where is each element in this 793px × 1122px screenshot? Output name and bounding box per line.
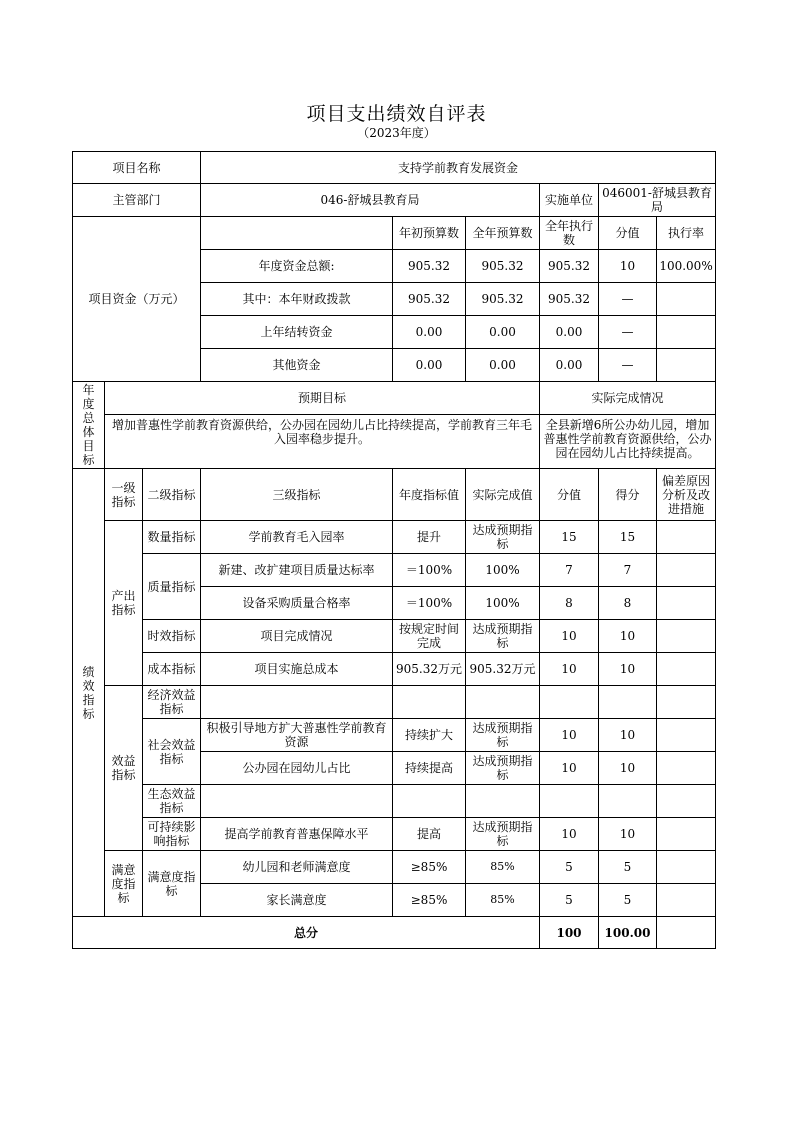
funds-col-header: 全年预算数 bbox=[466, 217, 540, 250]
goals-header-row bbox=[73, 382, 716, 415]
implementing-unit-label: 实施单位 bbox=[540, 184, 599, 217]
total-label: 总分 bbox=[73, 917, 540, 949]
indicator-got: 10 bbox=[599, 818, 657, 851]
indicator-got: 10 bbox=[599, 653, 657, 686]
indicator-level2: 生态效益指标 bbox=[143, 785, 201, 818]
indicator-note bbox=[657, 653, 716, 686]
funds-cell bbox=[657, 349, 716, 382]
indicators-col-header: 一级指标 bbox=[105, 469, 143, 521]
indicator-target: 按规定时间完成 bbox=[393, 620, 466, 653]
indicator-level2: 可持续影响指标 bbox=[143, 818, 201, 851]
indicator-level3: 设备采购质量合格率 bbox=[201, 587, 393, 620]
indicator-row bbox=[73, 554, 716, 587]
indicator-actual: 100% bbox=[466, 554, 540, 587]
indicator-level3: 新建、改扩建项目质量达标率 bbox=[201, 554, 393, 587]
funds-col-header: 执行率 bbox=[657, 217, 716, 250]
indicator-note bbox=[657, 521, 716, 554]
funds-label: 项目资金（万元） bbox=[73, 217, 201, 382]
indicator-got: 5 bbox=[599, 851, 657, 884]
indicator-got bbox=[599, 686, 657, 719]
funds-cell: 905.32 bbox=[393, 283, 466, 316]
funds-row-label: 年度资金总额: bbox=[201, 250, 393, 283]
indicator-got: 10 bbox=[599, 719, 657, 752]
indicator-score: 5 bbox=[540, 851, 599, 884]
funds-cell: 10 bbox=[599, 250, 657, 283]
funds-cell: — bbox=[599, 316, 657, 349]
indicator-target: 905.32万元 bbox=[393, 653, 466, 686]
indicator-score: 5 bbox=[540, 884, 599, 917]
indicator-score bbox=[540, 686, 599, 719]
indicator-note bbox=[657, 785, 716, 818]
indicator-target: ≥85% bbox=[393, 884, 466, 917]
indicator-level3 bbox=[201, 785, 393, 818]
indicator-note bbox=[657, 554, 716, 587]
indicators-col-header: 二级指标 bbox=[143, 469, 201, 521]
benefit-group-label: 效益指标 bbox=[105, 686, 143, 851]
indicator-target: 提高 bbox=[393, 818, 466, 851]
indicators-col-header: 偏差原因分析及改进措施 bbox=[657, 469, 716, 521]
project-name-row bbox=[73, 152, 716, 184]
department-label: 主管部门 bbox=[73, 184, 201, 217]
indicator-score: 7 bbox=[540, 554, 599, 587]
goals-expected-text: 增加普惠性学前教育资源供给，公办园在园幼儿占比持续提高，学前教育三年毛入园率稳步提升。 bbox=[105, 415, 540, 469]
indicator-row bbox=[73, 653, 716, 686]
page-subtitle: （2023年度） bbox=[357, 126, 436, 140]
funds-cell bbox=[657, 283, 716, 316]
funds-corner-cell bbox=[201, 217, 393, 250]
goals-label: 年度总体目标 bbox=[73, 382, 105, 469]
indicator-level2: 经济效益指标 bbox=[143, 686, 201, 719]
indicator-actual: 100% bbox=[466, 587, 540, 620]
department-row bbox=[73, 184, 716, 217]
indicator-level3 bbox=[201, 686, 393, 719]
indicator-level2: 成本指标 bbox=[143, 653, 201, 686]
indicator-row bbox=[73, 686, 716, 719]
indicators-col-header: 年度指标值 bbox=[393, 469, 466, 521]
indicator-level2: 时效指标 bbox=[143, 620, 201, 653]
indicator-level3: 项目完成情况 bbox=[201, 620, 393, 653]
indicator-actual: 905.32万元 bbox=[466, 653, 540, 686]
funds-cell: 0.00 bbox=[466, 316, 540, 349]
indicator-got: 15 bbox=[599, 521, 657, 554]
indicator-score: 10 bbox=[540, 653, 599, 686]
indicators-col-header: 三级指标 bbox=[201, 469, 393, 521]
funds-cell bbox=[657, 316, 716, 349]
funds-cell: 0.00 bbox=[466, 349, 540, 382]
indicator-score: 10 bbox=[540, 620, 599, 653]
funds-header-row bbox=[73, 217, 716, 250]
indicator-row bbox=[73, 620, 716, 653]
indicator-score: 10 bbox=[540, 719, 599, 752]
indicator-got bbox=[599, 785, 657, 818]
funds-cell: 905.32 bbox=[466, 250, 540, 283]
indicator-row bbox=[73, 719, 716, 752]
indicator-got: 10 bbox=[599, 620, 657, 653]
indicator-actual: 达成预期指标 bbox=[466, 752, 540, 785]
funds-cell: 0.00 bbox=[540, 349, 599, 382]
indicator-note bbox=[657, 719, 716, 752]
indicator-level3: 提高学前教育普惠保障水平 bbox=[201, 818, 393, 851]
funds-row-label: 其他资金 bbox=[201, 349, 393, 382]
funds-cell: 905.32 bbox=[540, 250, 599, 283]
indicator-level3: 学前教育毛入园率 bbox=[201, 521, 393, 554]
funds-cell: 0.00 bbox=[393, 316, 466, 349]
indicator-row bbox=[73, 851, 716, 884]
indicator-level3: 积极引导地方扩大普惠性学前教育资源 bbox=[201, 719, 393, 752]
indicator-actual: 达成预期指标 bbox=[466, 818, 540, 851]
indicator-target: ＝100% bbox=[393, 554, 466, 587]
goals-content-row bbox=[73, 415, 716, 469]
indicator-actual bbox=[466, 785, 540, 818]
indicator-level3: 公办园在园幼儿占比 bbox=[201, 752, 393, 785]
indicator-actual: 85% bbox=[466, 851, 540, 884]
indicator-note bbox=[657, 851, 716, 884]
indicator-score: 15 bbox=[540, 521, 599, 554]
indicator-row bbox=[73, 521, 716, 554]
indicator-note bbox=[657, 752, 716, 785]
funds-cell: 905.32 bbox=[466, 283, 540, 316]
total-score: 100 bbox=[540, 917, 599, 949]
indicator-note bbox=[657, 818, 716, 851]
funds-cell: 905.32 bbox=[540, 283, 599, 316]
page-title: 项目支出绩效自评表 bbox=[306, 103, 487, 125]
indicator-level3: 项目实施总成本 bbox=[201, 653, 393, 686]
department-value: 046-舒城县教育局 bbox=[201, 184, 540, 217]
indicator-note bbox=[657, 620, 716, 653]
indicator-note bbox=[657, 884, 716, 917]
output-group-label: 产出指标 bbox=[105, 521, 143, 686]
indicator-target: 持续提高 bbox=[393, 752, 466, 785]
indicator-level2: 质量指标 bbox=[143, 554, 201, 620]
funds-cell: — bbox=[599, 349, 657, 382]
indicator-target bbox=[393, 785, 466, 818]
indicator-got: 7 bbox=[599, 554, 657, 587]
indicator-row bbox=[73, 818, 716, 851]
funds-cell: — bbox=[599, 283, 657, 316]
funds-col-header: 年初预算数 bbox=[393, 217, 466, 250]
indicator-level3: 家长满意度 bbox=[201, 884, 393, 917]
indicator-got: 5 bbox=[599, 884, 657, 917]
indicator-target: ≥85% bbox=[393, 851, 466, 884]
funds-cell: 905.32 bbox=[393, 250, 466, 283]
indicator-actual: 85% bbox=[466, 884, 540, 917]
funds-row-label: 其中：本年财政拨款 bbox=[201, 283, 393, 316]
funds-col-header: 分值 bbox=[599, 217, 657, 250]
total-row bbox=[73, 917, 716, 949]
indicator-level2: 社会效益指标 bbox=[143, 719, 201, 785]
implementing-unit-value: 046001-舒城县教育局 bbox=[599, 184, 716, 217]
indicator-actual bbox=[466, 686, 540, 719]
goals-actual-label: 实际完成情况 bbox=[540, 382, 716, 415]
indicators-label: 绩效指标 bbox=[73, 469, 105, 917]
funds-col-header: 全年执行数 bbox=[540, 217, 599, 250]
indicator-target bbox=[393, 686, 466, 719]
goals-actual-text: 全县新增6所公办幼儿园，增加普惠性学前教育资源供给，公办园在园幼儿占比持续提高。 bbox=[540, 415, 716, 469]
indicator-target: ＝100% bbox=[393, 587, 466, 620]
funds-row-label: 上年结转资金 bbox=[201, 316, 393, 349]
self-evaluation-table bbox=[72, 151, 716, 949]
total-note bbox=[657, 917, 716, 949]
indicator-target: 持续扩大 bbox=[393, 719, 466, 752]
indicator-level3: 幼儿园和老师满意度 bbox=[201, 851, 393, 884]
indicator-note bbox=[657, 686, 716, 719]
funds-cell: 100.00% bbox=[657, 250, 716, 283]
indicators-header-row bbox=[73, 469, 716, 521]
goals-expected-label: 预期目标 bbox=[105, 382, 540, 415]
indicator-row bbox=[73, 785, 716, 818]
funds-cell: 0.00 bbox=[393, 349, 466, 382]
project-name-value: 支持学前教育发展资金 bbox=[201, 152, 716, 184]
indicator-score bbox=[540, 785, 599, 818]
indicator-actual: 达成预期指标 bbox=[466, 521, 540, 554]
indicators-col-header: 分值 bbox=[540, 469, 599, 521]
indicator-level2: 满意度指标 bbox=[143, 851, 201, 917]
indicator-score: 10 bbox=[540, 752, 599, 785]
indicator-got: 10 bbox=[599, 752, 657, 785]
indicator-got: 8 bbox=[599, 587, 657, 620]
indicator-actual: 达成预期指标 bbox=[466, 620, 540, 653]
satisfaction-group-label: 满意度指标 bbox=[105, 851, 143, 917]
indicator-note bbox=[657, 587, 716, 620]
indicator-score: 10 bbox=[540, 818, 599, 851]
project-name-label: 项目名称 bbox=[73, 152, 201, 184]
funds-cell: 0.00 bbox=[540, 316, 599, 349]
indicator-target: 提升 bbox=[393, 521, 466, 554]
indicator-score: 8 bbox=[540, 587, 599, 620]
indicator-actual: 达成预期指标 bbox=[466, 719, 540, 752]
indicators-col-header: 实际完成值 bbox=[466, 469, 540, 521]
indicators-col-header: 得分 bbox=[599, 469, 657, 521]
total-got: 100.00 bbox=[599, 917, 657, 949]
indicator-level2: 数量指标 bbox=[143, 521, 201, 554]
